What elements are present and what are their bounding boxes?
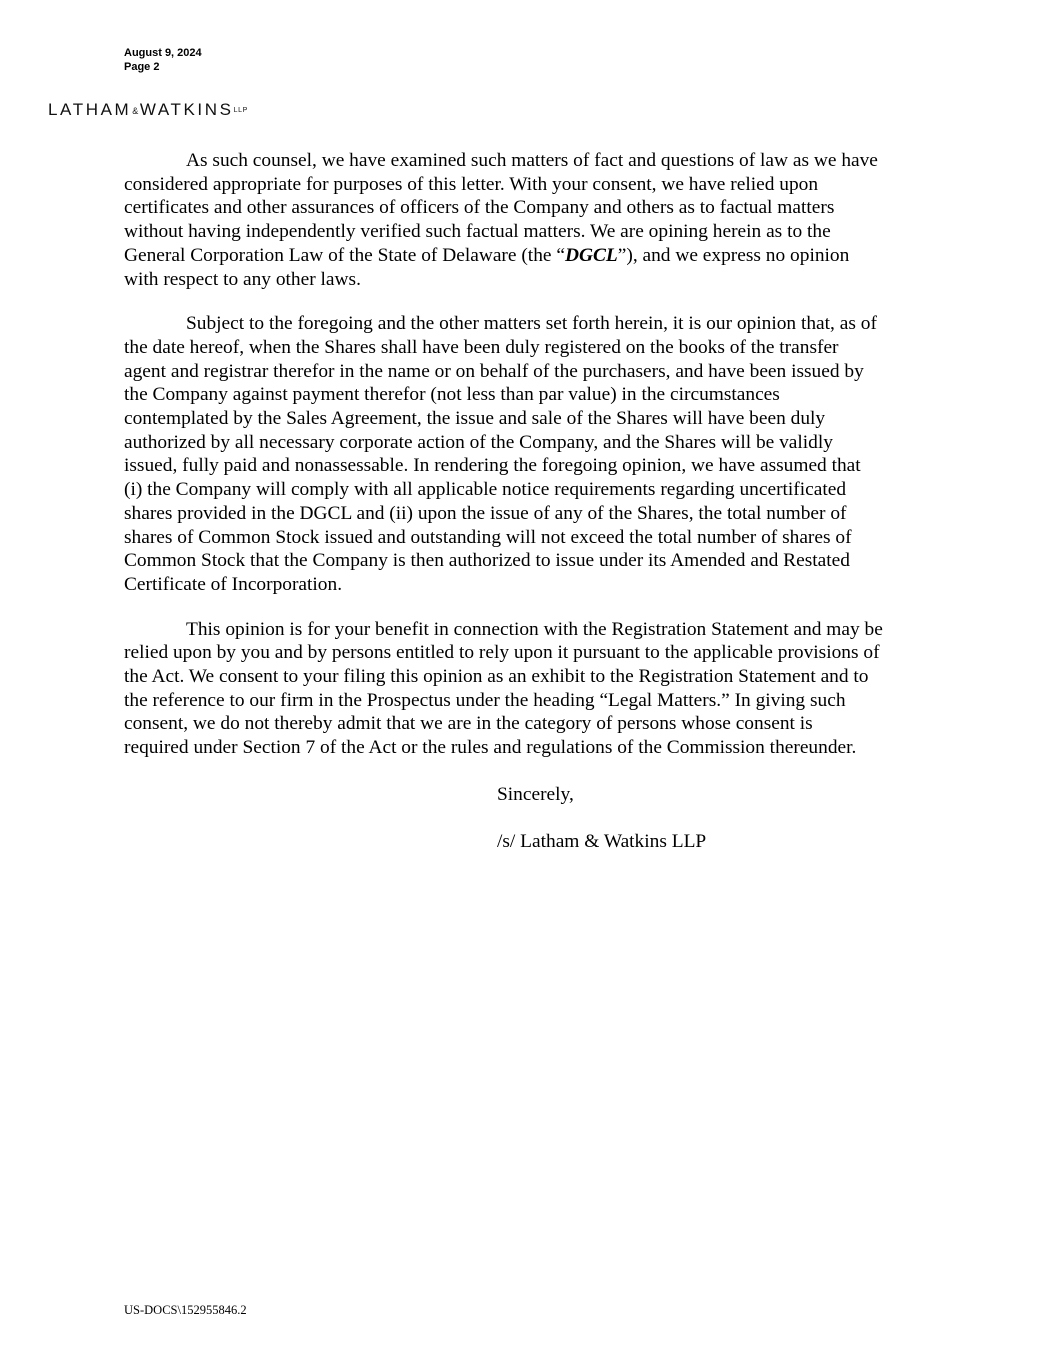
- paragraph-line: the date hereof, when the Shares shall have been duly registered on the books of the transfer: [124, 336, 839, 358]
- header-date: August 9, 2024: [124, 47, 202, 59]
- closing-salutation: Sincerely,: [497, 784, 574, 805]
- logo-suffix: LLP: [233, 107, 248, 114]
- paragraph-line: without having independently verified such factual matters. We are opining herein as to the: [124, 221, 831, 243]
- paragraph-line: consent, we do not thereby admit that we are in the category of persons whose consent is: [124, 713, 813, 735]
- paragraph-1: [124, 149, 939, 291]
- paragraph-line: Subject to the foregoing and the other matters set forth herein, it is our opinion that, as of: [186, 313, 877, 335]
- defined-term-dgcl: DGCL: [564, 244, 618, 266]
- paragraph-line: This opinion is for your benefit in connection with the Registration Statement and may be: [186, 618, 883, 640]
- signature-line: /s/ Latham & Watkins LLP: [497, 831, 707, 852]
- logo-ampersand: &: [132, 106, 139, 116]
- document-id-footer: US-DOCS\152955846.2: [124, 1303, 247, 1317]
- logo-name-right: WATKINS: [139, 100, 234, 119]
- letter-body: [124, 149, 939, 781]
- paragraph-line: required under Section 7 of the Act or the rules and regulations of the Commission thereunder.: [124, 737, 857, 759]
- paragraph-line: considered appropriate for purposes of this letter. With your consent, we have relied upon: [124, 173, 819, 195]
- paragraph-line: certificates and other assurances of officers of the Company and others as to factual matters: [124, 197, 835, 219]
- paragraph-line: Certificate of Incorporation.: [124, 573, 343, 595]
- paragraph-line: relied upon by you and by persons entitled to rely upon it pursuant to the applicable provisions of: [124, 642, 880, 664]
- paragraph-line: As such counsel, we have examined such matters of fact and questions of law as we have: [186, 150, 878, 171]
- header-page-number: Page 2: [124, 61, 160, 73]
- paragraph-line: shares of Common Stock issued and outstanding will not exceed the total number of shares of: [124, 526, 852, 548]
- paragraph-line: agent and registrar therefor in the name or on behalf of the purchasers, and have been issued by: [124, 360, 864, 382]
- firm-logo: [48, 100, 248, 121]
- paragraph-line: shares provided in the DGCL and (ii) upon the issue of any of the Shares, the total number of: [124, 502, 847, 524]
- paragraph-line: contemplated by the Sales Agreement, the issue and sale of the Shares will have been duly: [124, 408, 826, 430]
- page-header: [124, 46, 202, 74]
- paragraph-line: the Company against payment therefor (not less than par value) in the circumstances: [124, 384, 780, 406]
- paragraph-line: authorized by all necessary corporate action of the Company, and the Shares will be validly: [124, 431, 833, 453]
- paragraph-line: issued, fully paid and nonassessable. In rendering the foregoing opinion, we have assumed that: [124, 455, 861, 477]
- paragraph-3: [124, 618, 939, 760]
- paragraph-2: [124, 312, 939, 596]
- paragraph-line: the reference to our firm in the Prospectus under the heading “Legal Matters.” In giving such: [124, 689, 846, 711]
- line-segment: ”), and we express no opinion: [617, 244, 850, 266]
- paragraph-line: with respect to any other laws.: [124, 268, 361, 290]
- line-segment: General Corporation Law of the State of Delaware (the “: [124, 244, 565, 266]
- paragraph-line: Common Stock that the Company is then authorized to issue under its Amended and Restated: [124, 550, 850, 572]
- paragraph-line: (i) the Company will comply with all applicable notice requirements regarding uncertificated: [124, 479, 847, 501]
- paragraph-line-with-defined-term: [124, 244, 939, 268]
- paragraph-line: the Act. We consent to your filing this opinion as an exhibit to the Registration Statement and to: [124, 666, 869, 688]
- logo-name-left: LATHAM: [48, 100, 132, 119]
